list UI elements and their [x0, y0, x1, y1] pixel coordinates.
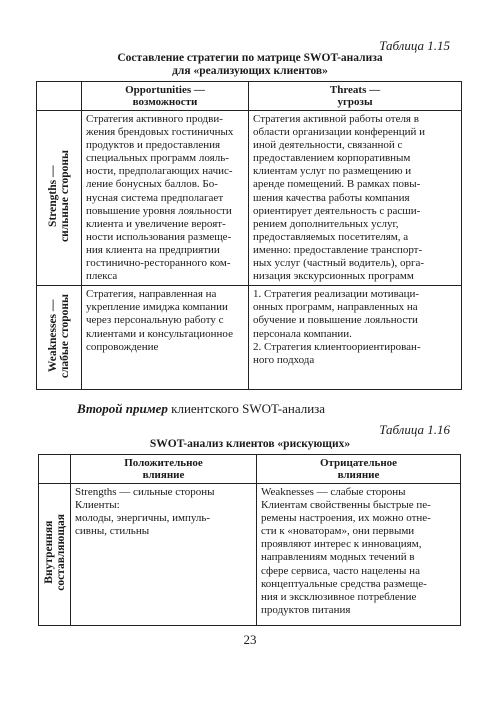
cell-weaknesses-threats: 1. Стратегия реализации мотиваци- онных программ, направленных на обучение и повышение лояльности персонала компании. 2. Стратегия клиентоориентирован- ного подхода — [249, 286, 462, 390]
row-header-weaknesses: Weaknesses — слабые стороны — [37, 286, 82, 390]
table-caption-1-15: Таблица 1.15 — [379, 38, 450, 53]
table-title-line2: для «реализующих клиентов» — [172, 65, 328, 77]
swot-table-1-16 — [38, 454, 461, 626]
header-positive-influence: Положительное влияние — [71, 455, 257, 484]
table2-corner-cell — [39, 455, 71, 484]
header-threats: Threats — угрозы — [249, 82, 462, 111]
table-title-1-15 — [40, 52, 460, 78]
table-title-1-16: SWOT-анализ клиентов «рискующих» — [149, 438, 351, 450]
section-heading-emphasis: Второй пример — [77, 401, 168, 416]
table-caption-1-16: Таблица 1.16 — [379, 422, 450, 437]
swot-table-1-15 — [36, 81, 462, 390]
page-number: 23 — [243, 632, 257, 647]
table-title-line1: Составление стратегии по матрице SWOT-анализа — [117, 52, 383, 64]
cell-internal-positive: Strengths — сильные стороны Клиенты: молоды, энергичны, импуль- сивны, стильны — [71, 484, 257, 626]
cell-strengths-opportunities: Стратегия активного продви- жения брендовых гостиничных продуктов и предоставления специальных программ лояль- ности, предполагающих начис- ление бонусных баллов. Бо- нусная система предполагает повышение уровня лояльности клиента и увеличение вероят- ности использования размеще- ния клиента на предприятии гостинично-ресторанного ком- плекса — [82, 111, 249, 286]
cell-strengths-threats: Стратегия активной работы отеля в области организации конференций и иной деятельности, связанной с предоставлением корпоративным клиентам услуг по размещению и аренде помещений. В рамках повы- шения качества работы компания ориентирует деятельность с расши- рением дополнительных услуг, предоставляемых посетителям, а именно: предоставление транспорт- ных услуг (частный водитель), орга- низация экскурсионных программ — [249, 111, 462, 286]
cell-weaknesses-opportunities: Стратегия, направленная на укрепление имиджа компании через персональную работу с клиентами и консультационное сопровождение — [82, 286, 249, 390]
header-opportunities: Opportunities — возможности — [82, 82, 249, 111]
row-header-strengths: Strengths — сильные стороны — [37, 111, 82, 286]
row-header-internal: Внутренняя составляющая — [39, 484, 71, 626]
section-heading-text: клиентского SWOT-анализа — [167, 401, 326, 416]
header-negative-influence: Отрицательное влияние — [257, 455, 461, 484]
section-heading — [77, 401, 457, 417]
cell-internal-negative: Weaknesses — слабые стороны Клиентам свойственны быстрые пе- ремены настроения, их можно отне- сти к «новаторам», они первыми проявляют интерес к инновациям, направлениям модных течений в сфере сервиса, часто нацелены на концептуальные средства размеще- ния и эксклюзивное потребление продуктов питания — [257, 484, 461, 626]
table-corner-cell — [37, 82, 82, 111]
